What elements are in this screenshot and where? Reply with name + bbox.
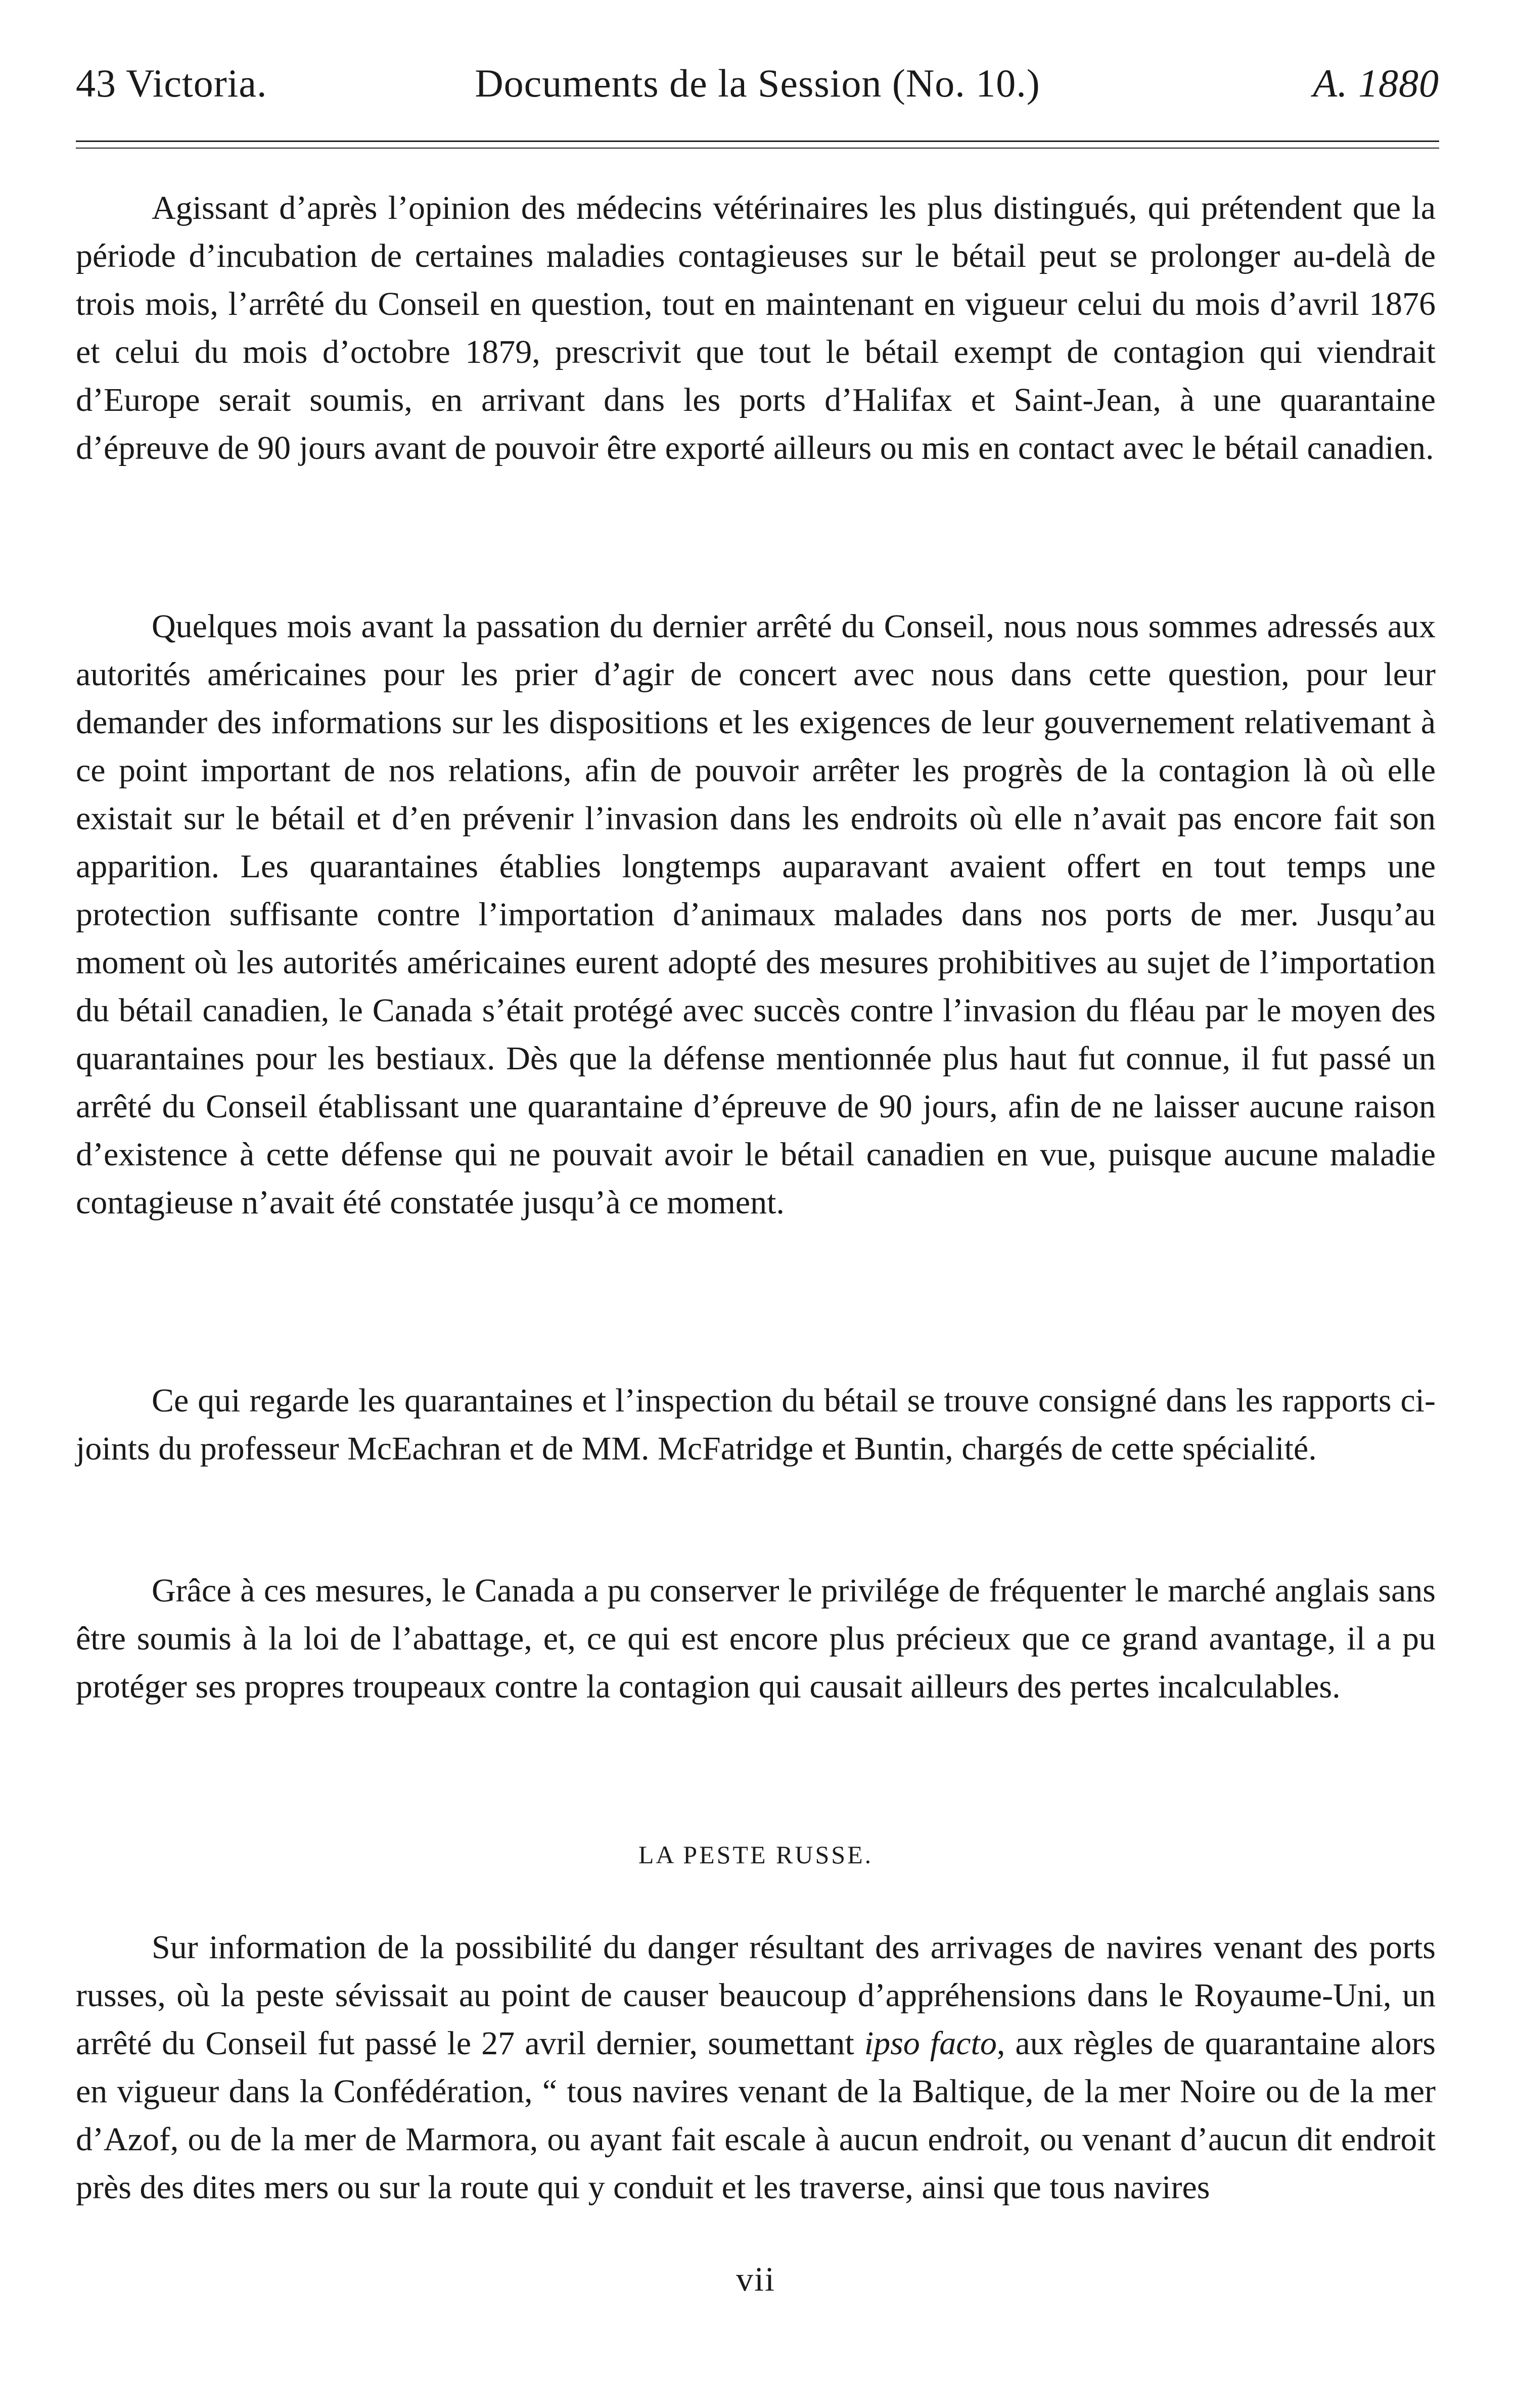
page-number: vii xyxy=(736,2260,775,2298)
paragraph-text: , aux règles de quarantaine alors en vigueur dans la Confédération, “ tous navires venant de la Baltique, de la mer Noire ou de la mer d’Azof, ou de la mer de Marmora, ou ayant fait escale à aucun endroit, ou venant d’aucun dit endroit près des dites mers ou sur la route qui y conduit et les traverse, ainsi que tous navires xyxy=(76,2025,1436,2206)
paragraph: Agissant d’après l’opinion des médecins vétérinaires les plus distingués, qui prétendent que la période d’incubation de certaines maladies contagieuses sur le bétail peut se prolonger au-delà de trois mois, l’arrêté du Conseil en question, tout en maintenant en vigueur celui du mois d’avril 1876 et celui du mois d’octobre 1879, prescrivit que tout le bétail exempt de contagion qui viendrait d’Europe serait soumis, en arrivant dans les ports d’Halifax et Saint-Jean, à une quarantaine d’épreuve de 90 jours avant de pouvoir être exporté ailleurs ou mis en contact avec le bétail canadien. xyxy=(76,190,1436,466)
header-rule xyxy=(76,140,1439,142)
latin-phrase: ipso facto xyxy=(864,2025,997,2062)
header-volume: 43 Victoria. xyxy=(76,61,267,105)
paragraph: Ce qui regarde les quarantaines et l’inspection du bétail se trouve consigné dans les rapports ci-joints du professeur McEachran et de MM. McFatridge et Buntin, chargés de cette spécialité. xyxy=(76,1382,1436,1467)
header-rule-thin xyxy=(76,148,1439,149)
paragraph-text: Sur information de la possibilité du danger résultant des arrivages de navires venant des ports russes, où la peste sévissait au point de causer beaucoup d’appréhensions dans le Royaume-Uni, un arrêté du Conseil fut passé le 27 avril dernier, soumettant xyxy=(76,1929,1436,2062)
paragraph xyxy=(76,1923,1436,2211)
header-year: A. 1880 xyxy=(1313,61,1439,105)
header-title: Documents de la Session (No. 10.) xyxy=(475,61,1040,105)
paragraph: Grâce à ces mesures, le Canada a pu conserver le privilége de fréquenter le marché anglais sans être soumis à la loi de l’abattage, et, ce qui est encore plus précieux que ce grand avantage, il a pu protéger ses propres troupeaux contre la contagion qui causait ailleurs des pertes incalculables. xyxy=(76,1572,1436,1705)
section-heading: LA PESTE RUSSE. xyxy=(638,1840,874,1869)
paragraph: Quelques mois avant la passation du dernier arrêté du Conseil, nous nous sommes adressés aux autorités américaines pour les prier d’agir de concert avec nous dans cette question, pour leur demander des informations sur les dispositions et les exigences de leur gouvernement relativemant à ce point important de nos relations, afin de pouvoir arrêter les progrès de la contagion là où elle existait sur le bétail et d’en prévenir l’invasion dans les endroits où elle n’avait pas encore fait son apparition. Les quarantaines établies longtemps auparavant avaient offert en tout temps une protection suffisante contre l’importation d’animaux malades dans nos ports de mer. Jusqu’au moment où les autorités américaines eurent adopté des mesures prohibitives au sujet de l’importation du bétail canadien, le Canada s’était protégé avec succès contre l’invasion du fléau par le moyen des quarantaines pour les bestiaux. Dès que la défense mentionnée plus haut fut connue, il fut passé un arrêté du Conseil établissant une quarantaine d’épreuve de 90 jours, afin de ne laisser aucune raison d’existence à cette défense qui ne pouvait avoir le bétail canadien en vue, puisque aucune maladie contagieuse n’avait été constatée jusqu’à ce moment. xyxy=(76,608,1436,1221)
running-header xyxy=(76,61,1439,111)
